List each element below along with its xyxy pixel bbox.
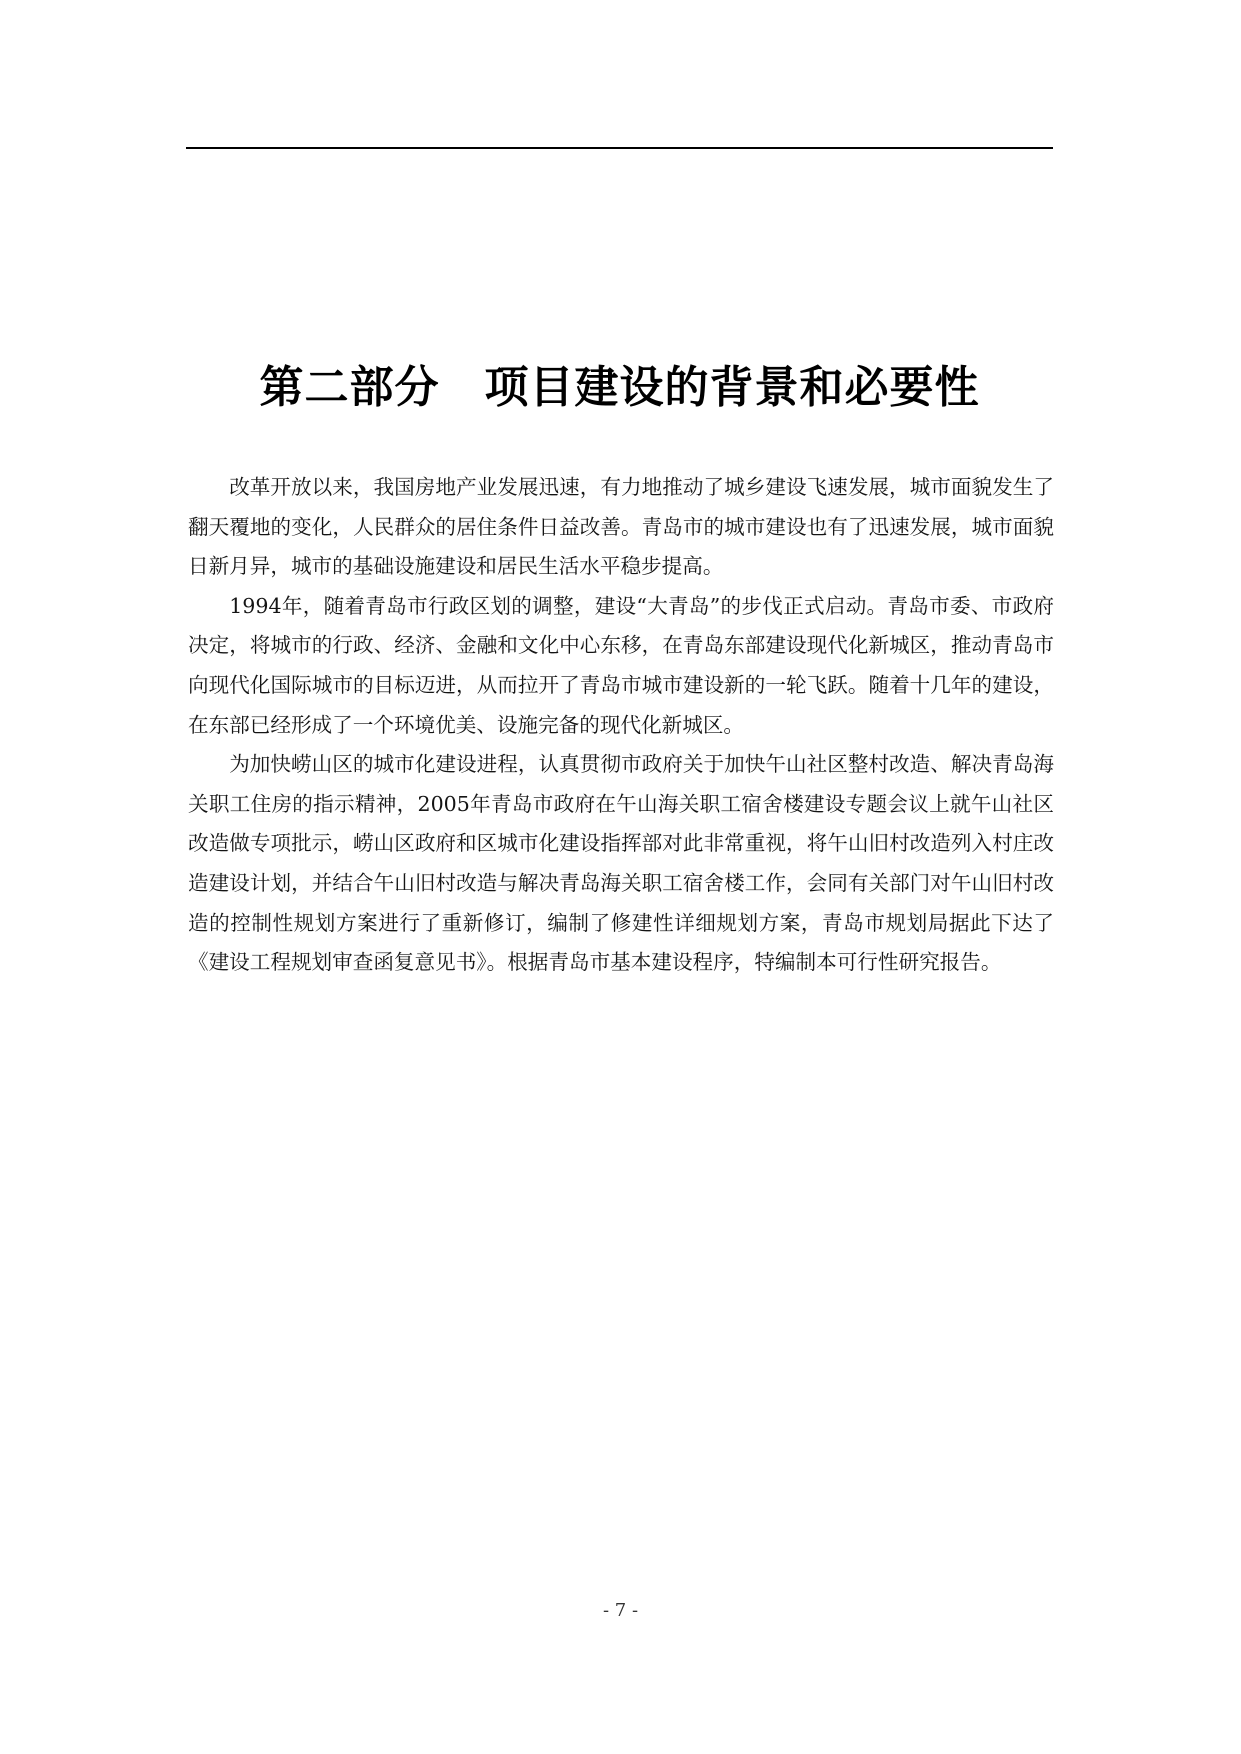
page-number: - 7 - xyxy=(602,1600,639,1621)
body-text xyxy=(188,468,1054,983)
header-rule xyxy=(186,147,1053,149)
paragraph-reform-background: 改革开放以来，我国房地产业发展迅速，有力地推动了城乡建设飞速发展，城市面貌发生了翻天覆地的变化，人民群众的居住条件日益改善。青岛市的城市建设也有了迅速发展，城市面貌日新月异，城市的基础设施建设和居民生活水平稳步提高。 xyxy=(188,475,1054,579)
paragraph-greater-qingdao: 1994年，随着青岛市行政区划的调整，建设“大青岛”的步伐正式启动。青岛市委、市政府决定，将城市的行政、经济、金融和文化中心东移，在青岛东部建设现代化新城区，推动青岛市向现代化国际城市的目标迈进，从而拉开了青岛市城市建设新的一轮飞跃。随着十几年的建设，在东部已经形成了一个环境优美、设施完备的现代化新城区。 xyxy=(188,593,1054,737)
page-title: 第二部分 项目建设的背景和必要性 xyxy=(259,362,980,413)
paragraph-wushan-renovation: 为加快崂山区的城市化建设进程，认真贯彻市政府关于加快午山社区整村改造、解决青岛海关职工住房的指示精神，2005年青岛市政府在午山海关职工宿舍楼建设专题会议上就午山社区改造做专项批示，崂山区政府和区城市化建设指挥部对此非常重视，将午山旧村改造列入村庄改造建设计划，并结合午山旧村改造与解决青岛海关职工宿舍楼工作，会同有关部门对午山旧村改造的控制性规划方案进行了重新修订，编制了修建性详细规划方案，青岛市规划局据此下达了《建设工程规划审查函复意见书》。根据青岛市基本建设程序，特编制本可行性研究报告。 xyxy=(188,752,1054,975)
